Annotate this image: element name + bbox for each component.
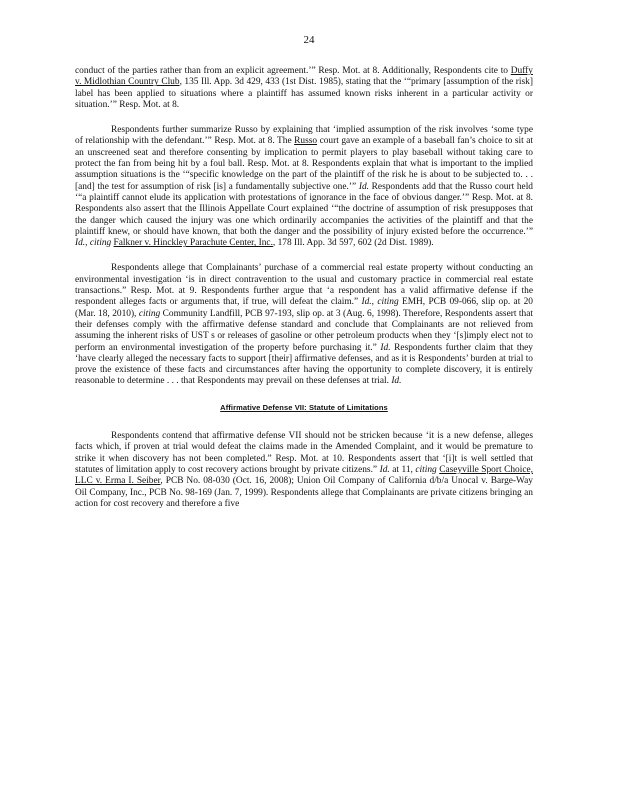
paragraph-1 — [75, 66, 533, 111]
citation-signal: citing — [138, 308, 161, 319]
citation-signal: citing — [377, 297, 399, 308]
document-body — [75, 66, 533, 524]
text-run: EMH, PCB 09-066, slip op. at 20 (Mar. 18, 2010), — [75, 297, 533, 319]
citation-signal: citing — [89, 238, 112, 249]
text-run: at 11, — [389, 464, 416, 475]
citation-signal: Id. — [380, 342, 391, 353]
citation-signal: Id. — [358, 181, 369, 192]
citation-signal: Id. — [75, 238, 86, 249]
text-run: Community Landfill, PCB 97-193, slip op. at 3 (Aug. 6, 1998). Therefore, Respondents assert that their defenses comply with the affirmative defense standard and conclude that Complainants are not relieved from assuming the inherent risks of UST s or releases of gasoline or other petroleum products when they ‘[s]imply elect not to perform an environmental investigation of the property before purchasing it.” — [75, 308, 533, 353]
text-run: Respondents contend that affirmative defense VII should not be stricken because ‘it is a new defense, alleges facts which, if proven at trial would defeat the claims made in the Amended Complaint, and it would be premature to strike it when discovery has not been completed.” Resp. Mot. at 10. Respondents assert that ‘[i]t is well settled that statutes of limitation apply to cost recovery actions brought by private citizens.” — [75, 431, 533, 475]
text-run: , PCB No. 08-030 (Oct. 16, 2008); Union Oil Company of California d/b/a Unocal v. Barge-Way Oil Company, Inc., PCB No. 98-169 (Jan. 7, 1999). Respondents allege that Complainants are private citizens bringing an action for cost recovery and therefore a five — [75, 476, 533, 509]
text-run: , 178 Ill. App. 3d 597, 602 (2d Dist. 1989). — [272, 238, 434, 249]
text-run: Respondents allege that Complainants’ purchase of a commercial real estate property without conducting an environmental investigation ‘is in direct contravention to the usual and customary practice in commercial real estate transactions.” Resp. Mot. at 9. Respondents further argue that ‘a respondent has a valid affirmative defense if the respondent alleges facts or arguments that, if true, will defeat the claim.” — [75, 263, 533, 308]
case-citation: Duffy v. Midlothian Country Club — [75, 66, 533, 88]
text-run: court gave an example of a baseball fan’s choice to sit at an unscreened seat and therefore consenting by implication to permit players to play baseball without taking care to protect the fan from being hit by a foul ball. Resp. Mot. at 8. Respondents explain that what is important to the implied assumption situations is the ‘“specific knowledge on the part of the plaintiff of the risk he is about to be subjected to. . . [and] the test for assumption of risk [is] a fundamentally subjective one.’” — [75, 136, 533, 192]
citation-signal: citing — [415, 464, 437, 475]
case-citation: Caseyville Sport Choice, LLC v. Erma I. Seiber — [75, 464, 533, 487]
page-number: 24 — [303, 34, 315, 46]
citation-signal: Id. — [391, 376, 402, 387]
text-run: , 135 Ill. App. 3d 429, 433 (1st Dist. 1985), stating that the ‘“primary [assumption of the risk] label has been applied to situations where a plaintiff has assumed known risks inherent in a particular activity or situation.’” Resp. Mot. at 8. — [75, 77, 533, 110]
paragraph-2 — [75, 125, 533, 249]
section-heading: Affirmative Defense VII: Statute of Limitations — [220, 402, 388, 412]
paragraph-3 — [75, 263, 533, 387]
text-run: conduct of the parties rather than from an explicit agreement.’” Resp. Mot. at 8. Additionally, Respondents cite to — [75, 66, 511, 76]
citation-signal: Id. — [379, 464, 390, 475]
case-citation: Falkner v. Hinckley Parachute Center, Inc. — [113, 238, 273, 249]
text-run: , — [371, 297, 378, 308]
text-run: , — [85, 238, 90, 249]
case-citation: Russo — [294, 136, 318, 147]
text-run: Respondents add that the Russo court held ‘“a plaintiff cannot elude its application with protestations of ignorance in the face of obvious danger.’” Resp. Mot. at 8. Respondents also assert that the Illinois Appellate Court explained ‘“the doctrine of assumption of risk presupposes that the danger which caused the injury was one which ordinarily accompanies the activities of the plaintiff and that the plaintiff knew, or should have known, that both the danger and the possibility of injury existed before the occurrence.’” — [75, 181, 533, 237]
citation-signal: Id. — [361, 297, 372, 308]
text-run: Respondents further claim that they ‘have clearly alleged the necessary facts to support [their] affirmative defenses, and as it is Respondents’ burden at trial to prove the existence of these facts and circumstances after having the opportunity to complete discovery, it is entirely reasonable to determine . . . that Respondents may prevail on these defenses at trial. — [75, 342, 533, 387]
text-run: Respondents further summarize Russo by explaining that ‘implied assumption of the risk involves ‘some type of relationship with the defendant.’” Resp. Mot. at 8. The — [75, 125, 533, 147]
paragraph-4 — [75, 431, 533, 510]
